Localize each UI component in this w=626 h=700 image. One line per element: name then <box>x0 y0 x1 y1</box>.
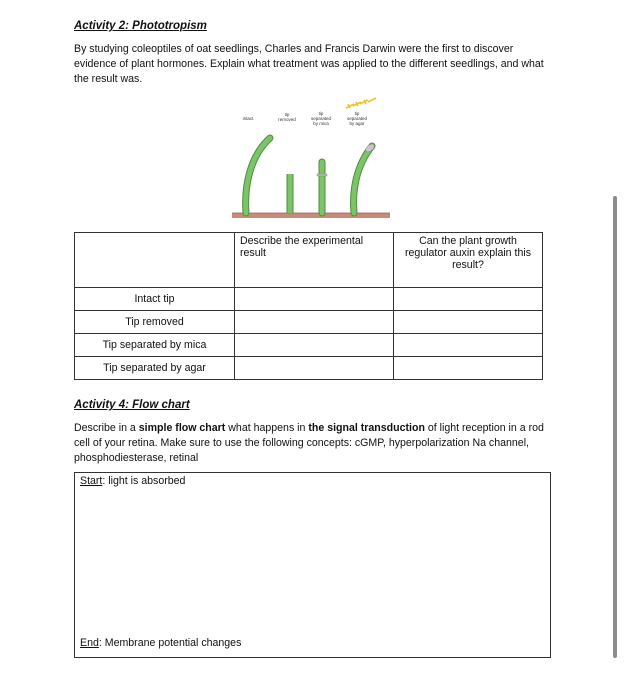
table-cell-auxin[interactable] <box>394 357 543 380</box>
activity4-description <box>74 421 552 466</box>
table-row <box>75 357 543 380</box>
table-cell-result[interactable] <box>235 288 394 311</box>
intro-bold-signal: the signal transduction <box>308 422 425 434</box>
table-header-blank <box>75 233 235 288</box>
coleoptile-figure <box>228 96 398 220</box>
mica-barrier <box>317 174 327 176</box>
table-cell-result[interactable] <box>235 334 394 357</box>
light-rays-icon <box>346 98 376 108</box>
table-header-auxin: Can the plant growth regulator auxin explain this result? <box>394 233 543 288</box>
scrollbar[interactable] <box>613 196 619 658</box>
table-row <box>75 288 543 311</box>
flow-start-text: : light is absorbed <box>102 475 186 487</box>
auxin-results-table <box>74 232 543 380</box>
table-header-row <box>75 233 543 288</box>
table-header-result: Describe the experimental result <box>235 233 394 288</box>
soil-strip <box>232 213 390 218</box>
flow-end <box>80 637 241 649</box>
table-cell-auxin[interactable] <box>394 334 543 357</box>
figure-label-intact: intact <box>242 116 254 121</box>
table-cell-auxin[interactable] <box>394 288 543 311</box>
flow-start <box>80 475 185 487</box>
table-row-label: Tip separated by mica <box>75 334 235 357</box>
figure-label-tip-removed: tip removed <box>278 112 296 122</box>
flow-chart-answer-box[interactable] <box>74 472 551 658</box>
flow-end-text: : Membrane potential changes <box>98 637 242 649</box>
scrollbar-thumb[interactable] <box>613 196 617 658</box>
activity2-heading: Activity 2: Phototropism <box>74 20 207 32</box>
intro-text-1: Describe in a <box>74 422 139 434</box>
figure-label-mica: tip separated by mica <box>310 111 332 126</box>
table-row <box>75 334 543 357</box>
intro-bold-flow-chart: simple flow chart <box>138 422 226 434</box>
activity2-description: By studying coleoptiles of oat seedlings, Charles and Francis Darwin were the first to discover evidence of plant hormones. Explain what treatment was applied to the different seedlings, and what the result was. <box>74 43 544 85</box>
table-cell-result[interactable] <box>235 357 394 380</box>
table-row-label: Tip removed <box>75 311 235 334</box>
table-row <box>75 311 543 334</box>
intro-text-3: of light reception in a rod cell of your retina. Make sure to use the following concepts: cGMP, hyperpolarization Na channel, phosphodiesterase, retinal <box>74 422 544 464</box>
table-cell-result[interactable] <box>235 311 394 334</box>
intro-text-2: what happens in <box>225 422 309 434</box>
table-row-label: Tip separated by agar <box>75 357 235 380</box>
activity4-heading: Activity 4: Flow chart <box>74 399 190 411</box>
flow-start-label: Start <box>80 475 103 487</box>
flow-end-label: End <box>80 637 99 649</box>
table-row-label: Intact tip <box>75 288 235 311</box>
table-cell-auxin[interactable] <box>394 311 543 334</box>
figure-label-agar: tip separated by agar <box>346 111 368 126</box>
